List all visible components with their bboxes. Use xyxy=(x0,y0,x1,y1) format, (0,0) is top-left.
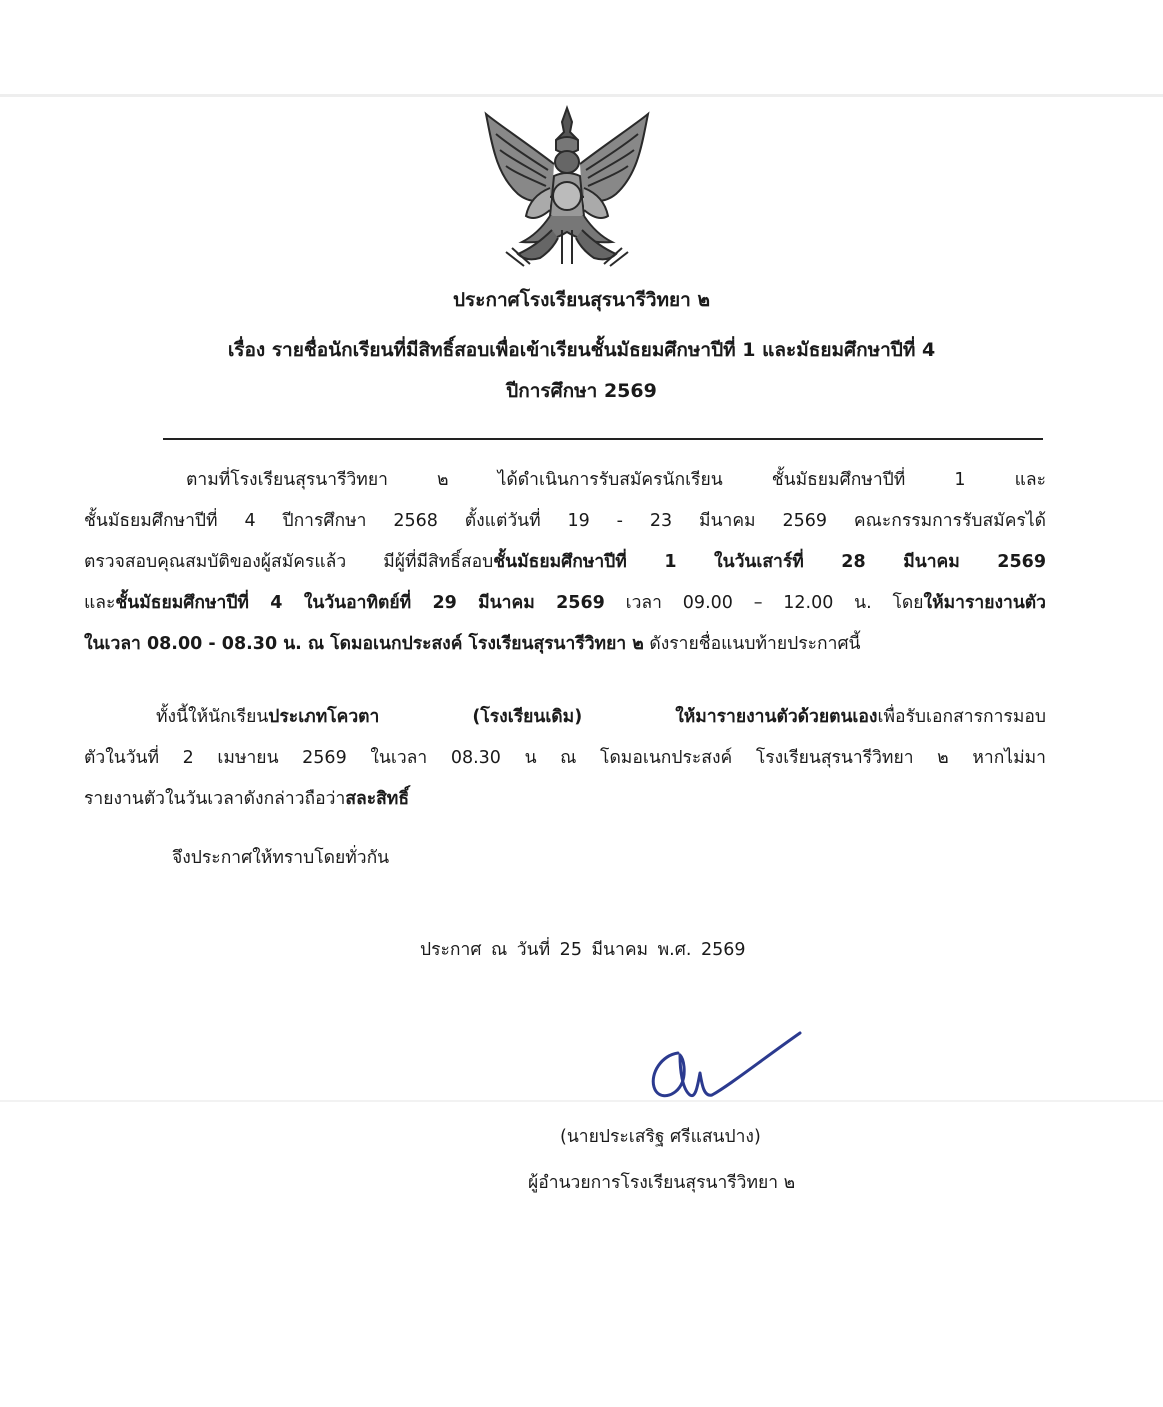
p1-line-4 xyxy=(84,583,1046,624)
announcement-date: ประกาศ ณ วันที่ 25 มีนาคม พ.ศ. 2569 xyxy=(420,940,746,960)
p2-l1-bold: ประเภทโควตา (โรงเรียนเดิม) ให้มารายงานตัวด้วยตนเอง xyxy=(268,707,878,727)
p1-l5-text: ดังรายชื่อแนบท้ายประกาศนี้ xyxy=(643,634,861,654)
title-divider xyxy=(163,438,1043,440)
p1-l4-text-a: และ xyxy=(84,593,116,613)
p1-l4-bold-a: ชั้นมัธยมศึกษาปีที่ 4 ในวันอาทิตย์ที่ 29 มีนาคม 2569 xyxy=(115,593,605,613)
closing-statement: จึงประกาศให้ทราบโดยทั่วกัน xyxy=(172,848,390,868)
p1-line-3 xyxy=(84,542,1046,583)
p1-l4-text-b: เวลา 09.00 – 12.00 น. โดย xyxy=(604,593,924,613)
p1-l3-bold: ชั้นมัธยมศึกษาปีที่ 1 ในวันเสาร์ที่ 28 มีนาคม 2569 xyxy=(493,552,1046,572)
signer-name: (นายประเสริฐ ศรีแสนปาง) xyxy=(560,1127,761,1147)
p1-l3-text: ตรวจสอบคุณสมบัติของผู้สมัครแล้ว มีผู้ที่มีสิทธิ์สอบ xyxy=(84,552,494,572)
paragraph-2 xyxy=(84,697,1046,820)
paragraph-1 xyxy=(84,460,1046,665)
p2-l1-text-a: ทั้งนี้ให้นักเรียน xyxy=(156,707,269,727)
p1-l5-bold: ในเวลา 08.00 - 08.30 น. ณ โดมอเนกประสงค์ โรงเรียนสุรนารีวิทยา ๒ xyxy=(84,634,644,654)
p2-line-2: ตัวในวันที่ 2 เมษายน 2569 ในเวลา 08.30 น ณ โดมอเนกประสงค์ โรงเรียนสุรนารีวิทยา ๒ หากไม่มา xyxy=(84,748,1046,768)
p2-l1-text-b: เพื่อรับเอกสารการมอบ xyxy=(877,707,1046,727)
signer-position: ผู้อำนวยการโรงเรียนสุรนารีวิทยา ๒ xyxy=(528,1173,796,1193)
announcement-subject: เรื่อง รายชื่อนักเรียนที่มีสิทธิ์สอบเพื่อเข้าเรียนชั้นมัธยมศึกษาปีที่ 1 และมัธยมศึกษาปีที่ 4 xyxy=(227,339,936,361)
p2-line-3 xyxy=(84,779,1046,820)
scan-edge-top xyxy=(0,94,1163,97)
signature-icon xyxy=(640,1025,810,1110)
announcement-title: ประกาศโรงเรียนสุรนารีวิทยา ๒ xyxy=(452,289,710,311)
garuda-emblem-icon xyxy=(478,104,656,270)
scan-edge-middle xyxy=(0,1100,1163,1102)
p1-line-5 xyxy=(84,624,1046,665)
p1-line-1: ตามที่โรงเรียนสุรนารีวิทยา ๒ ได้ดำเนินการรับสมัครนักเรียน ชั้นมัธยมศึกษาปีที่ 1 และ xyxy=(186,470,1046,490)
p2-l3-text: รายงานตัวในวันเวลาดังกล่าวถือว่า xyxy=(84,789,346,809)
p1-line-2: ชั้นมัธยมศึกษาปีที่ 4 ปีการศึกษา 2568 ตั้งแต่วันที่ 19 - 23 มีนาคม 2569 คณะกรรมการรับสมัครได้ xyxy=(84,511,1046,531)
p2-l3-bold: สละสิทธิ์ xyxy=(345,789,410,809)
p2-line-1 xyxy=(84,697,1046,738)
p1-l4-bold-b: ให้มารายงานตัว xyxy=(923,593,1046,613)
academic-year: ปีการศึกษา 2569 xyxy=(506,380,657,402)
